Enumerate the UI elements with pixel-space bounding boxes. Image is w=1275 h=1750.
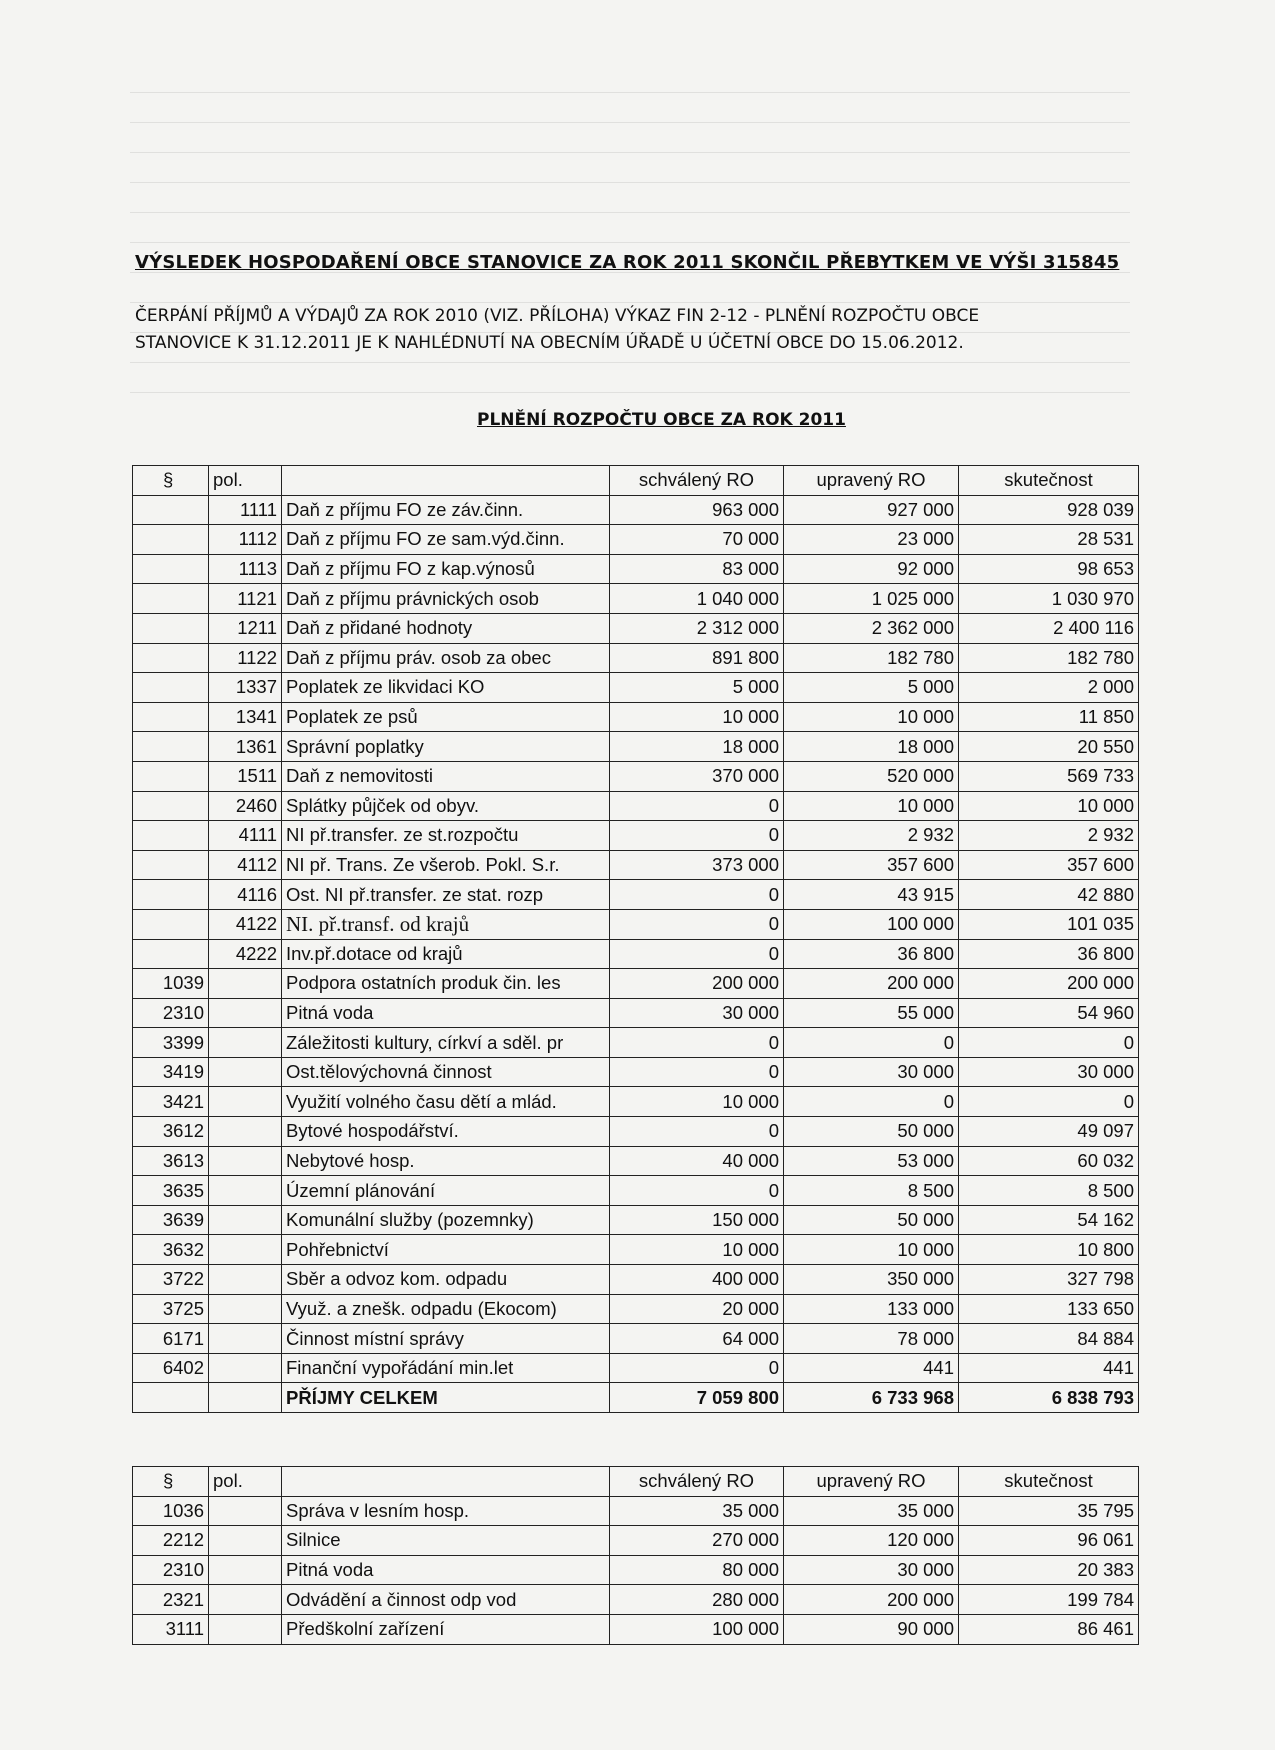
cell-adjusted: 441 [784,1353,959,1383]
cell-actual: 10 800 [959,1235,1139,1265]
cell-adjusted: 55 000 [784,998,959,1028]
cell-pol: 1121 [209,584,282,614]
cell-approved: 0 [610,1176,784,1206]
cell-actual: 11 850 [959,702,1139,732]
income-row [133,584,1139,614]
income-row [133,1353,1139,1383]
cell-approved: 0 [610,791,784,821]
income-row [133,939,1139,969]
cell-actual: 199 784 [959,1585,1139,1615]
income-row [133,1057,1139,1087]
cell-actual: 10 000 [959,791,1139,821]
income-row [133,554,1139,584]
cell-par [133,702,209,732]
cell-approved: 0 [610,1117,784,1147]
header-adjusted: upravený RO [784,1467,959,1497]
cell-actual: 357 600 [959,850,1139,880]
cell-approved: 64 000 [610,1324,784,1354]
cell-pol: 1511 [209,761,282,791]
cell-adjusted: 36 800 [784,939,959,969]
cell-approved: 0 [610,880,784,910]
cell-actual: 28 531 [959,525,1139,555]
income-row [133,1176,1139,1206]
cell-actual: 2 000 [959,673,1139,703]
cell-name: Daň z příjmu FO z kap.výnosů [282,554,610,584]
cell-name: Daň z příjmu FO ze sam.výd.činn. [282,525,610,555]
expense-row [133,1614,1139,1644]
income-row [133,673,1139,703]
cell-par: 3421 [133,1087,209,1117]
note-paragraph [135,303,1135,357]
cell-name: Správní poplatky [282,732,610,762]
income-row [133,613,1139,643]
total-actual: 6 838 793 [959,1383,1139,1413]
cell-name: Územní plánování [282,1176,610,1206]
cell-approved: 0 [610,821,784,851]
cell-par [133,791,209,821]
cell-pol: 4112 [209,850,282,880]
cell-name: Inv.př.dotace od krajů [282,939,610,969]
cell-par: 3639 [133,1205,209,1235]
cell-name: Pitná voda [282,1555,610,1585]
cell-par [133,584,209,614]
cell-approved: 10 000 [610,702,784,732]
cell-adjusted: 30 000 [784,1057,959,1087]
cell-par: 3635 [133,1176,209,1206]
cell-actual: 20 383 [959,1555,1139,1585]
cell-actual: 86 461 [959,1614,1139,1644]
header-approved: schválený RO [610,466,784,496]
cell-actual: 20 550 [959,732,1139,762]
cell-par [133,909,209,939]
cell-adjusted: 2 362 000 [784,613,959,643]
cell-pol: 1111 [209,495,282,525]
cell-name: Splátky půjček od obyv. [282,791,610,821]
cell-actual: 1 030 970 [959,584,1139,614]
cell-approved: 20 000 [610,1294,784,1324]
cell-name: Silnice [282,1526,610,1556]
cell-actual: 84 884 [959,1324,1139,1354]
expense-row [133,1526,1139,1556]
income-row [133,1294,1139,1324]
cell-pol [209,1294,282,1324]
cell-actual: 36 800 [959,939,1139,969]
cell-name: Podpora ostatních produk čin. les [282,969,610,999]
cell-par [133,495,209,525]
cell-actual: 96 061 [959,1526,1139,1556]
cell-pol: 1113 [209,554,282,584]
cell-actual: 569 733 [959,761,1139,791]
result-heading: VÝSLEDEK HOSPODAŘENÍ OBCE STANOVICE ZA ROK 2011 SKONČIL PŘEBYTKEM VE VÝŠI 315845 [135,252,1120,273]
cell-adjusted: 90 000 [784,1614,959,1644]
cell-adjusted: 200 000 [784,1585,959,1615]
cell-approved: 891 800 [610,643,784,673]
budget-title: PLNĚNÍ ROZPOČTU OBCE ZA ROK 2011 [477,410,846,430]
cell-adjusted: 520 000 [784,761,959,791]
cell-name: Daň z nemovitosti [282,761,610,791]
cell-name: NI. př.transf. od krajů [282,909,610,939]
cell-par: 3725 [133,1294,209,1324]
cell-actual: 42 880 [959,880,1139,910]
cell-par: 3111 [133,1614,209,1644]
cell-pol [209,1087,282,1117]
cell-adjusted: 100 000 [784,909,959,939]
income-row [133,909,1139,939]
cell-adjusted: 350 000 [784,1265,959,1295]
cell-pol: 1361 [209,732,282,762]
cell-name: Využití volného času dětí a mlád. [282,1087,610,1117]
cell-pol [209,1028,282,1058]
cell-par: 3613 [133,1146,209,1176]
income-row [133,1324,1139,1354]
cell-actual: 98 653 [959,554,1139,584]
cell-adjusted: 927 000 [784,495,959,525]
cell-adjusted: 120 000 [784,1526,959,1556]
note-line: STANOVICE K 31.12.2011 JE K NAHLÉDNUTÍ NA OBECNÍM ÚŘADĚ U ÚČETNÍ OBCE DO 15.06.2012. [135,333,964,353]
cell-actual: 2 932 [959,821,1139,851]
cell-pol [209,1614,282,1644]
total-adjusted: 6 733 968 [784,1383,959,1413]
cell-adjusted: 357 600 [784,850,959,880]
income-total-row [133,1383,1139,1413]
cell-name: Daň z přidané hodnoty [282,613,610,643]
income-row [133,732,1139,762]
cell-adjusted: 50 000 [784,1117,959,1147]
cell-name: Záležitosti kultury, církví a sděl. pr [282,1028,610,1058]
cell-par: 2321 [133,1585,209,1615]
income-row [133,1028,1139,1058]
header-name [282,466,610,496]
cell-actual: 928 039 [959,495,1139,525]
cell-par [133,821,209,851]
cell-actual: 2 400 116 [959,613,1139,643]
cell-approved: 5 000 [610,673,784,703]
cell-pol: 2460 [209,791,282,821]
cell-adjusted: 5 000 [784,673,959,703]
cell-name: Finanční vypořádání min.let [282,1353,610,1383]
header-pol: pol. [209,466,282,496]
header-name [282,1467,610,1497]
cell-name: Komunální služby (pozemnky) [282,1205,610,1235]
cell-par [133,732,209,762]
cell-par: 1036 [133,1496,209,1526]
income-row [133,495,1139,525]
income-row [133,1087,1139,1117]
cell-par [133,643,209,673]
cell-actual: 441 [959,1353,1139,1383]
cell-approved: 100 000 [610,1614,784,1644]
cell-pol [209,1235,282,1265]
cell-par: 3632 [133,1235,209,1265]
cell-name: Využ. a znešk. odpadu (Ekocom) [282,1294,610,1324]
cell-pol: 4122 [209,909,282,939]
cell-pol: 1341 [209,702,282,732]
cell-approved: 400 000 [610,1265,784,1295]
header-pol: pol. [209,1467,282,1497]
cell-pol: 4111 [209,821,282,851]
cell-par: 3399 [133,1028,209,1058]
expense-row [133,1555,1139,1585]
cell-approved: 18 000 [610,732,784,762]
cell-pol [209,1353,282,1383]
cell-name: Správa v lesním hosp. [282,1496,610,1526]
cell-pol: 4222 [209,939,282,969]
cell-approved: 35 000 [610,1496,784,1526]
cell-approved: 0 [610,1353,784,1383]
cell-adjusted: 78 000 [784,1324,959,1354]
cell-name: Daň z příjmu právnických osob [282,584,610,614]
cell-adjusted: 53 000 [784,1146,959,1176]
cell-adjusted: 10 000 [784,791,959,821]
cell-approved: 270 000 [610,1526,784,1556]
cell-pol: 4116 [209,880,282,910]
expense-table-header [133,1467,1139,1497]
cell-approved: 2 312 000 [610,613,784,643]
cell-par: 3612 [133,1117,209,1147]
cell-adjusted: 10 000 [784,1235,959,1265]
income-row [133,702,1139,732]
cell-approved: 963 000 [610,495,784,525]
cell-adjusted: 35 000 [784,1496,959,1526]
cell-pol [209,1555,282,1585]
cell-pol [209,969,282,999]
income-row [133,821,1139,851]
income-row [133,969,1139,999]
cell-actual: 49 097 [959,1117,1139,1147]
cell-adjusted: 182 780 [784,643,959,673]
cell-approved: 30 000 [610,998,784,1028]
income-row [133,761,1139,791]
cell-name: Poplatek ze psů [282,702,610,732]
cell-actual: 133 650 [959,1294,1139,1324]
cell-approved: 200 000 [610,969,784,999]
cell-pol: 1122 [209,643,282,673]
cell-actual: 54 960 [959,998,1139,1028]
cell-pol [209,1496,282,1526]
cell-adjusted: 1 025 000 [784,584,959,614]
cell-approved: 1 040 000 [610,584,784,614]
cell-actual: 0 [959,1028,1139,1058]
cell-pol [209,1585,282,1615]
income-row [133,850,1139,880]
cell-par [133,850,209,880]
cell-adjusted: 0 [784,1087,959,1117]
cell-approved: 0 [610,1057,784,1087]
total-label: PŘÍJMY CELKEM [282,1383,610,1413]
cell-pol: 1112 [209,525,282,555]
cell-par: 6171 [133,1324,209,1354]
cell-pol [209,1117,282,1147]
cell-par: 2310 [133,998,209,1028]
income-row [133,1265,1139,1295]
cell-adjusted: 0 [784,1028,959,1058]
cell-name: Poplatek ze likvidaci KO [282,673,610,703]
cell-approved: 70 000 [610,525,784,555]
note-line: ČERPÁNÍ PŘÍJMŮ A VÝDAJŮ ZA ROK 2010 (VIZ. PŘÍLOHA) VÝKAZ FIN 2-12 - PLNĚNÍ ROZPOČTU OBCE [135,306,980,326]
header-actual: skutečnost [959,1467,1139,1497]
cell-par: 1039 [133,969,209,999]
cell-adjusted: 30 000 [784,1555,959,1585]
cell-adjusted: 10 000 [784,702,959,732]
cell-par [133,761,209,791]
cell-pol [209,1176,282,1206]
cell-pol [209,1146,282,1176]
cell-par: 2212 [133,1526,209,1556]
income-row [133,1117,1139,1147]
cell-approved: 0 [610,909,784,939]
income-row [133,1146,1139,1176]
cell-name: Sběr a odvoz kom. odpadu [282,1265,610,1295]
cell-approved: 150 000 [610,1205,784,1235]
cell-name: Bytové hospodářství. [282,1117,610,1147]
cell-actual: 54 162 [959,1205,1139,1235]
cell-par [133,613,209,643]
cell-pol: 1337 [209,673,282,703]
cell-approved: 10 000 [610,1235,784,1265]
income-row [133,525,1139,555]
cell-actual: 60 032 [959,1146,1139,1176]
cell-approved: 83 000 [610,554,784,584]
cell-pol [209,1383,282,1413]
cell-name: Pohřebnictví [282,1235,610,1265]
cell-pol [209,1265,282,1295]
header-approved: schválený RO [610,1467,784,1497]
cell-name: Nebytové hosp. [282,1146,610,1176]
cell-name: NI př. Trans. Ze všerob. Pokl. S.r. [282,850,610,880]
cell-par: 2310 [133,1555,209,1585]
cell-approved: 10 000 [610,1087,784,1117]
cell-adjusted: 43 915 [784,880,959,910]
income-row [133,1205,1139,1235]
cell-name: Předškolní zařízení [282,1614,610,1644]
cell-approved: 40 000 [610,1146,784,1176]
cell-actual: 101 035 [959,909,1139,939]
cell-par [133,673,209,703]
cell-actual: 182 780 [959,643,1139,673]
cell-par [133,880,209,910]
income-row [133,643,1139,673]
cell-adjusted: 23 000 [784,525,959,555]
cell-approved: 0 [610,1028,784,1058]
cell-adjusted: 133 000 [784,1294,959,1324]
cell-pol [209,1526,282,1556]
income-table-header [133,466,1139,496]
cell-adjusted: 92 000 [784,554,959,584]
cell-name: Daň z příjmu FO ze záv.činn. [282,495,610,525]
cell-pol [209,998,282,1028]
total-approved: 7 059 800 [610,1383,784,1413]
header-par: § [133,466,209,496]
cell-actual: 30 000 [959,1057,1139,1087]
income-row [133,880,1139,910]
expense-row [133,1585,1139,1615]
cell-par [133,525,209,555]
cell-name: Ost.tělovýchovná činnost [282,1057,610,1087]
income-row [133,791,1139,821]
cell-pol: 1211 [209,613,282,643]
cell-actual: 200 000 [959,969,1139,999]
cell-par [133,1383,209,1413]
cell-pol [209,1205,282,1235]
header-actual: skutečnost [959,466,1139,496]
cell-approved: 0 [610,939,784,969]
cell-actual: 8 500 [959,1176,1139,1206]
cell-actual: 327 798 [959,1265,1139,1295]
cell-actual: 35 795 [959,1496,1139,1526]
cell-name: Odvádění a činnost odp vod [282,1585,610,1615]
cell-pol [209,1057,282,1087]
income-row [133,998,1139,1028]
cell-name: Pitná voda [282,998,610,1028]
header-adjusted: upravený RO [784,466,959,496]
income-row [133,1235,1139,1265]
cell-name: Daň z příjmu práv. osob za obec [282,643,610,673]
cell-name: NI př.transfer. ze st.rozpočtu [282,821,610,851]
cell-par [133,554,209,584]
cell-approved: 370 000 [610,761,784,791]
cell-approved: 80 000 [610,1555,784,1585]
cell-adjusted: 200 000 [784,969,959,999]
cell-adjusted: 2 932 [784,821,959,851]
cell-approved: 373 000 [610,850,784,880]
cell-adjusted: 50 000 [784,1205,959,1235]
expense-table [132,1466,1139,1645]
cell-approved: 280 000 [610,1585,784,1615]
cell-par: 3419 [133,1057,209,1087]
cell-par: 3722 [133,1265,209,1295]
income-table [132,465,1139,1413]
cell-par: 6402 [133,1353,209,1383]
header-par: § [133,1467,209,1497]
cell-adjusted: 8 500 [784,1176,959,1206]
cell-actual: 0 [959,1087,1139,1117]
expense-row [133,1496,1139,1526]
cell-pol [209,1324,282,1354]
cell-adjusted: 18 000 [784,732,959,762]
cell-name: Činnost místní správy [282,1324,610,1354]
cell-par [133,939,209,969]
cell-name: Ost. NI př.transfer. ze stat. rozp [282,880,610,910]
